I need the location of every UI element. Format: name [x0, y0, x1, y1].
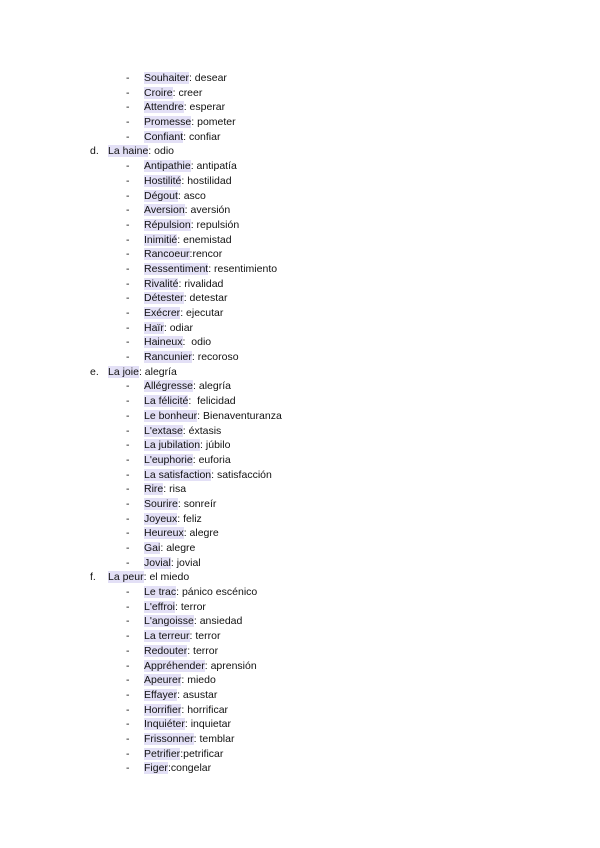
list-item	[0, 468, 600, 483]
spanish-translation: el miedo	[149, 571, 190, 584]
french-term: La terreur	[144, 630, 190, 643]
list-item	[0, 291, 600, 306]
separator: :	[180, 747, 184, 760]
spanish-translation: júbilo	[205, 439, 231, 452]
spanish-translation: repulsión	[196, 218, 240, 231]
french-term: L'euphorie	[144, 453, 193, 466]
list-bullet-dash: -	[126, 586, 130, 599]
spanish-translation: felicidad	[197, 395, 236, 408]
spanish-translation: antipatía	[196, 160, 237, 173]
french-term: Rancunier	[144, 351, 192, 364]
list-bullet-dash: -	[126, 762, 130, 775]
french-term: Antipathie	[144, 160, 191, 173]
spanish-translation: odio	[191, 336, 212, 349]
spanish-translation: creer	[178, 86, 203, 99]
list-bullet-dash: -	[126, 512, 130, 525]
spanish-translation: resentimiento	[214, 262, 278, 275]
list-item	[0, 247, 600, 262]
separator: :	[183, 292, 190, 305]
list-bullet-dash: -	[126, 747, 130, 760]
list-bullet-dash: -	[126, 439, 130, 452]
separator: :	[190, 160, 197, 173]
separator: :	[188, 72, 195, 84]
list-item	[0, 556, 600, 571]
list-bullet-dash: -	[126, 659, 130, 672]
spanish-translation: jovial	[176, 556, 201, 569]
list-bullet-dash: -	[126, 718, 130, 731]
list-item	[0, 512, 600, 527]
french-term: Sourire	[144, 497, 178, 510]
list-bullet-dash: -	[126, 277, 130, 290]
list-bullet-dash: -	[126, 204, 130, 217]
separator: :	[138, 365, 145, 378]
list-item	[0, 703, 600, 718]
french-term: Joyeux	[144, 512, 178, 525]
separator: :	[176, 586, 182, 599]
spanish-translation: satisfacción	[216, 468, 272, 481]
french-term: La haine	[108, 145, 149, 158]
list-item	[0, 526, 600, 541]
list-item	[0, 203, 600, 218]
list-item	[0, 350, 600, 365]
french-term: Figer	[144, 762, 168, 775]
list-bullet-dash: -	[126, 218, 130, 231]
spanish-translation: feliz	[183, 512, 202, 525]
spanish-translation: alegría	[144, 365, 177, 378]
separator: :	[193, 732, 200, 745]
spanish-translation: euforia	[198, 453, 231, 466]
separator: :	[177, 189, 184, 202]
separator: :	[193, 615, 200, 628]
spanish-translation: alegría	[198, 380, 231, 393]
separator: :	[200, 439, 206, 452]
list-item	[0, 174, 600, 189]
list-bullet-dash: -	[126, 688, 130, 701]
section-heading-la-peur	[0, 570, 600, 585]
french-term: Dégout	[144, 189, 178, 202]
list-item	[0, 747, 600, 762]
separator: :	[183, 130, 189, 143]
spanish-translation: terror	[180, 600, 206, 613]
separator: :	[192, 453, 199, 466]
list-bullet-dash: -	[126, 703, 130, 716]
list-item	[0, 218, 600, 233]
list-item	[0, 86, 600, 101]
list-bullet-dash: -	[126, 615, 130, 628]
list-item	[0, 409, 600, 424]
separator: :	[184, 204, 191, 217]
spanish-translation: odiar	[169, 321, 194, 334]
list-item	[0, 262, 600, 277]
list-item	[0, 688, 600, 703]
separator: :	[177, 512, 184, 525]
list-item	[0, 277, 600, 292]
spanish-translation: desear	[194, 72, 227, 84]
section-heading-la-haine	[0, 144, 600, 159]
list-bullet-dash: -	[126, 424, 130, 437]
french-term: Petrifier	[144, 747, 181, 760]
separator: :	[175, 600, 181, 613]
spanish-translation: rivalidad	[184, 277, 224, 290]
spanish-translation: aversión	[190, 204, 231, 217]
separator: :	[180, 307, 187, 319]
french-term: Frissonner	[144, 732, 194, 745]
section-letter: d.	[90, 145, 99, 158]
list-bullet-dash: -	[126, 248, 130, 261]
spanish-translation: alegre	[189, 527, 219, 540]
list-bullet-dash: -	[126, 453, 130, 466]
french-term: Inimitié	[144, 233, 178, 246]
list-item	[0, 644, 600, 659]
list-bullet-dash: -	[126, 542, 130, 554]
list-item	[0, 482, 600, 497]
list-item	[0, 732, 600, 747]
french-term: L'angoisse	[144, 615, 194, 628]
list-item	[0, 233, 600, 248]
spanish-translation: detestar	[189, 292, 228, 305]
list-bullet-dash: -	[126, 483, 130, 496]
list-item	[0, 424, 600, 439]
list-item	[0, 585, 600, 600]
french-term: La félicité	[144, 395, 189, 408]
french-term: Le trac	[144, 586, 177, 599]
list-bullet-dash: -	[126, 72, 130, 84]
separator: :	[148, 145, 155, 158]
list-bullet-dash: -	[126, 307, 130, 319]
spanish-translation: miedo	[187, 674, 216, 687]
separator: :	[163, 483, 170, 496]
separator: :	[181, 674, 188, 687]
spanish-translation: enemistad	[183, 233, 232, 246]
separator: :	[190, 218, 197, 231]
section-letter: e.	[90, 365, 99, 378]
french-term: Inquiéter	[144, 718, 185, 731]
spanish-translation: hostilidad	[187, 174, 232, 187]
french-term: Rire	[144, 483, 164, 496]
list-item	[0, 659, 600, 674]
list-item	[0, 614, 600, 629]
list-bullet-dash: -	[126, 351, 130, 364]
list-item	[0, 130, 600, 145]
spanish-translation: asco	[183, 189, 206, 202]
spanish-translation: pometer	[197, 116, 236, 129]
separator: :	[189, 630, 196, 643]
french-term: L'effroi	[144, 600, 175, 613]
spanish-translation: esperar	[189, 101, 226, 114]
list-bullet-dash: -	[126, 674, 130, 687]
spanish-translation: Bienaventuranza	[202, 409, 282, 422]
spanish-translation: terror	[195, 630, 221, 643]
french-term: Exécrer	[144, 307, 181, 319]
french-term: Effayer	[144, 688, 178, 701]
french-term: Aversion	[144, 204, 185, 217]
french-term: Rivalité	[144, 277, 179, 290]
separator: :	[183, 527, 190, 540]
list-bullet-dash: -	[126, 130, 130, 143]
french-term: Le bonheur	[144, 409, 198, 422]
separator: :	[181, 174, 188, 187]
list-item	[0, 673, 600, 688]
list-item	[0, 71, 600, 86]
separator: :	[208, 262, 215, 275]
section-heading-la-joie	[0, 365, 600, 380]
french-term: Souhaiter	[144, 72, 189, 84]
list-bullet-dash: -	[126, 321, 130, 334]
french-term: Promesse	[144, 116, 192, 129]
french-term: Haineux	[144, 336, 183, 349]
list-item	[0, 379, 600, 394]
separator: :	[172, 86, 179, 99]
list-bullet-dash: -	[126, 644, 130, 657]
list-bullet-dash: -	[126, 292, 130, 305]
spanish-translation: inquietar	[190, 718, 231, 731]
spanish-translation: confiar	[188, 130, 221, 143]
vocabulary-document	[0, 71, 600, 776]
separator: :	[163, 321, 170, 334]
list-item	[0, 629, 600, 644]
separator: :	[167, 762, 171, 775]
french-term: Confiant	[144, 130, 184, 143]
french-term: Ressentiment	[144, 262, 209, 275]
french-term: Horrifier	[144, 703, 182, 716]
spanish-translation: congelar	[170, 762, 212, 775]
spanish-translation: alegre	[166, 542, 196, 554]
separator: :	[183, 101, 190, 114]
spanish-translation: terror	[193, 644, 219, 657]
list-item	[0, 335, 600, 350]
list-bullet-dash: -	[126, 497, 130, 510]
separator: :	[160, 542, 167, 554]
list-item	[0, 761, 600, 776]
list-item	[0, 497, 600, 512]
separator: :	[204, 659, 211, 672]
spanish-translation: ejecutar	[186, 307, 224, 319]
french-term: Allégresse	[144, 380, 194, 393]
spanish-translation: temblar	[199, 732, 235, 745]
list-bullet-dash: -	[126, 527, 130, 540]
french-term: Croire	[144, 86, 173, 99]
list-item	[0, 306, 600, 321]
french-term: Gai	[144, 542, 161, 554]
separator: :	[191, 116, 198, 129]
french-term: La peur	[108, 571, 144, 584]
list-item	[0, 453, 600, 468]
french-term: Redouter	[144, 644, 188, 657]
spanish-translation: aprensión	[210, 659, 257, 672]
list-item	[0, 541, 600, 556]
list-bullet-dash: -	[126, 189, 130, 202]
list-bullet-dash: -	[126, 468, 130, 481]
list-item	[0, 321, 600, 336]
list-item	[0, 159, 600, 174]
french-term: Attendre	[144, 101, 184, 114]
spanish-translation: ansiedad	[199, 615, 243, 628]
list-bullet-dash: -	[126, 336, 130, 349]
spanish-translation: risa	[169, 483, 187, 496]
list-bullet-dash: -	[126, 395, 130, 408]
french-term: La satisfaction	[144, 468, 212, 481]
french-term: Haïr	[144, 321, 164, 334]
spanish-translation: recoroso	[197, 351, 239, 364]
list-bullet-dash: -	[126, 174, 130, 187]
french-term: Appréhender	[144, 659, 205, 672]
separator: :	[177, 688, 183, 701]
list-item	[0, 438, 600, 453]
separator: :	[193, 380, 199, 393]
list-item	[0, 717, 600, 732]
list-bullet-dash: -	[126, 732, 130, 745]
list-item	[0, 600, 600, 615]
french-term: Heureux	[144, 527, 184, 540]
list-item	[0, 394, 600, 409]
separator: :	[181, 703, 188, 716]
list-bullet-dash: -	[126, 600, 130, 613]
separator: :	[211, 468, 217, 481]
separator: :	[177, 233, 184, 246]
spanish-translation: asustar	[182, 688, 218, 701]
separator: :	[170, 556, 177, 569]
separator: :	[188, 395, 198, 408]
spanish-translation: éxtasis	[188, 424, 222, 437]
separator: :	[178, 277, 185, 290]
french-term: Détester	[144, 292, 184, 305]
separator: :	[197, 409, 203, 422]
list-bullet-dash: -	[126, 556, 130, 569]
list-bullet-dash: -	[126, 86, 130, 99]
list-item	[0, 115, 600, 130]
separator: :	[189, 248, 193, 261]
french-term: L'extase	[144, 424, 183, 437]
french-term: Répulsion	[144, 218, 191, 231]
list-item	[0, 100, 600, 115]
separator: :	[184, 718, 191, 731]
french-term: Hostilité	[144, 174, 182, 187]
separator: :	[143, 571, 150, 584]
french-term: Apeurer	[144, 674, 182, 687]
separator: :	[182, 424, 189, 437]
spanish-translation: sonreír	[183, 497, 217, 510]
french-term: Rancoeur	[144, 248, 190, 261]
list-bullet-dash: -	[126, 409, 130, 422]
section-letter: f.	[90, 571, 96, 584]
list-bullet-dash: -	[126, 262, 130, 275]
list-item	[0, 189, 600, 204]
spanish-translation: rencor	[192, 248, 223, 261]
french-term: La joie	[108, 365, 139, 378]
spanish-translation: pánico escénico	[181, 586, 258, 599]
spanish-translation: horrificar	[187, 703, 229, 716]
separator: :	[187, 644, 194, 657]
list-bullet-dash: -	[126, 380, 130, 393]
separator: :	[182, 336, 192, 349]
spanish-translation: petrificar	[183, 747, 224, 760]
spanish-translation: odio	[154, 145, 174, 158]
list-bullet-dash: -	[126, 101, 130, 114]
list-bullet-dash: -	[126, 630, 130, 643]
list-bullet-dash: -	[126, 233, 130, 246]
separator: :	[191, 351, 198, 364]
list-bullet-dash: -	[126, 116, 130, 129]
french-term: La jubilation	[144, 439, 201, 452]
separator: :	[177, 497, 184, 510]
list-bullet-dash: -	[126, 160, 130, 173]
french-term: Jovial	[144, 556, 171, 569]
